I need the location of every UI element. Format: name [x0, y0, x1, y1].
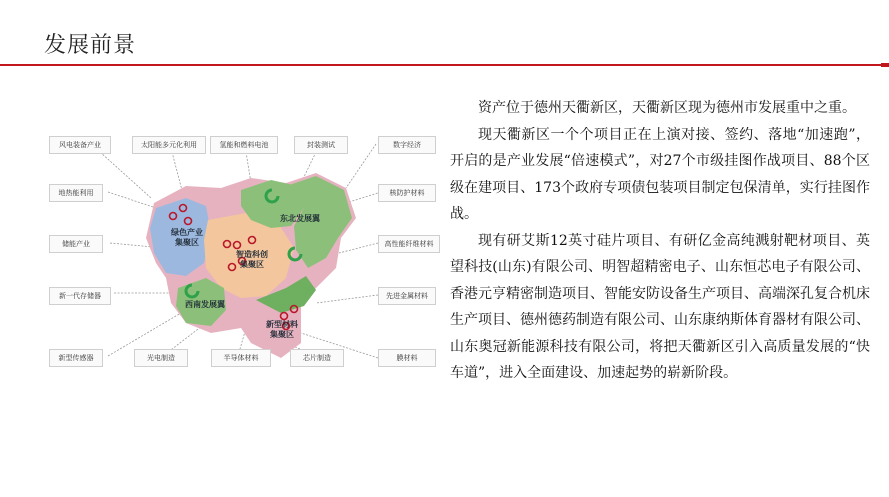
paragraph-3: 现有研艾斯12英寸硅片项目、有研亿金高纯溅射靶材项目、英望科技(山东)有限公司、明智超精密电子、山东恒芯电子有限公司、香港元亨精密制造项目、智能安防设备生产项目、高端深孔复合机床生产项目、德州德药制造有限公司、山东康纳斯体育器材有限公司、山东奥冠新能源科技有限公司，将把天衢新区引入高质量发展的“快车道”，进入全面建设、加速起势的崭新阶段。: [450, 232, 870, 381]
industry-box-optoelectronic: 光电制造: [134, 349, 188, 367]
industry-box-chip: 芯片制造: [290, 349, 344, 367]
industry-box-sensor: 新型传感器: [49, 349, 103, 367]
industry-box-storage: 储能产业: [49, 235, 103, 253]
title-underline-cap: [881, 63, 889, 67]
zone-label-green-industry: 绿色产业 集聚区: [171, 228, 203, 247]
title-underline: [0, 64, 889, 66]
industry-box-packaging: 封装测试: [294, 136, 348, 154]
zone-label-northeast: 东北发展翼: [280, 214, 320, 223]
industry-box-membrane: 膜材料: [378, 349, 436, 367]
industry-map-figure: [46, 128, 442, 378]
industry-box-fiber: 高性能纤维材料: [378, 235, 440, 253]
zone-label-smart-tech: 智造科创 集聚区: [236, 250, 268, 269]
page-title: 发展前景: [44, 33, 137, 58]
paragraph-1: 资产位于德州天衢新区，天衢新区现为德州市发展重中之重。: [478, 100, 856, 116]
zone-label-new-materials: 新型材料 集聚区: [266, 320, 298, 339]
industry-box-hydrogen: 氢能和燃料电池: [210, 136, 278, 154]
zone-label-southwest: 西南发展翼: [185, 300, 225, 309]
industry-box-semiconductor: 半导体材料: [211, 349, 271, 367]
description-text: [450, 95, 870, 387]
industry-box-metal: 先进金属材料: [378, 287, 436, 305]
industry-box-memory: 新一代存储器: [49, 287, 111, 305]
industry-box-nuclear: 核防护材料: [378, 184, 436, 202]
industry-box-solar: 太阳能多元化利用: [132, 136, 206, 154]
industry-box-geothermal: 地热能利用: [49, 184, 103, 202]
industry-box-digital: 数字经济: [378, 136, 436, 154]
industry-box-wind: 风电装备产业: [49, 136, 111, 154]
paragraph-2: 现天衢新区一个个项目正在上演对接、签约、落地“加速跑”，开启的是产业发展“倍速模式”，对27个市级挂图作战项目、88个区级在建项目、173个政府专项债包装项目制定包保清单，实行挂图作战。: [450, 126, 870, 222]
